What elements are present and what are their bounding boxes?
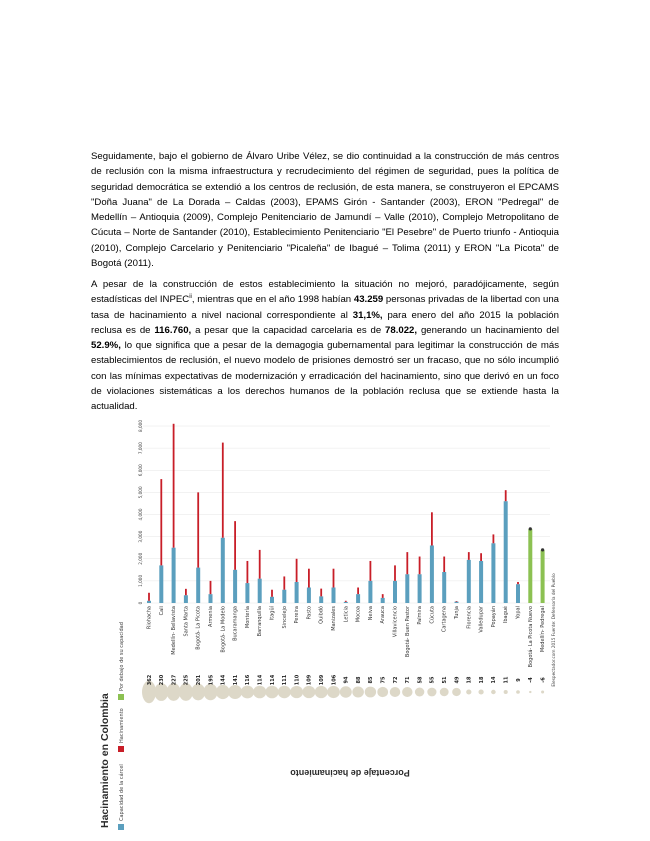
percentage-label: 75 xyxy=(380,676,387,684)
overcrowding-bar xyxy=(197,492,199,567)
percentage-bubble xyxy=(390,687,401,697)
p2-text-3: personas privadas de la libertad con una tasa de hacinamiento a nivel nacional correspondiente al xyxy=(91,294,559,321)
chart-container xyxy=(92,418,562,838)
percentage-bubble xyxy=(452,688,461,696)
category-label: Medellín- Bellavista xyxy=(171,606,178,655)
overcrowding-bar xyxy=(370,561,372,581)
category-label: Pasto xyxy=(306,606,313,620)
p2-text-2: , mientras que en el año 1998 habían xyxy=(191,294,354,306)
category-label: Bogotá- La Picota xyxy=(195,606,202,650)
overcrowding-bar xyxy=(480,553,482,561)
category-label: Neiva xyxy=(367,606,374,621)
category-label: Popayán xyxy=(490,606,497,628)
capacity-marker xyxy=(541,548,544,551)
percentage-label: 110 xyxy=(294,674,301,686)
capacity-bar xyxy=(184,595,188,603)
y-axis xyxy=(138,420,143,605)
percentage-label: 85 xyxy=(368,676,375,684)
percentage-label: 18 xyxy=(466,676,473,684)
category-label: Valledupar xyxy=(478,606,485,633)
percentage-label: 11 xyxy=(503,676,510,684)
percentage-label: 109 xyxy=(306,674,313,686)
percentage-bubble xyxy=(302,686,315,698)
legend-label-below: Por debajo de su capacidad xyxy=(119,622,125,691)
capacity-bar xyxy=(418,574,422,603)
percentage-bubble xyxy=(440,688,449,696)
percentage-bubble xyxy=(516,690,520,694)
percentage-bubble xyxy=(265,686,278,699)
legend-swatch-below xyxy=(118,694,124,700)
overcrowding-bar xyxy=(493,534,495,543)
capacity-bar xyxy=(270,597,274,603)
percentage-bubble xyxy=(377,687,388,697)
p2-text-6: generando un hacinamiento del xyxy=(417,324,559,336)
category-label: Bogotá- Buen Pastor xyxy=(404,606,411,658)
percentage-bubble xyxy=(278,686,291,698)
percentage-bubble xyxy=(402,687,412,697)
p2-text-7: lo que significa que a pesar de la demagogia gubernamental para legitimar la construcción de más establecimientos de reclusión, el nuevo modelo de prisiones demostró ser un fracaso, que no sólo incumplió con las mínimas expectativas de modernización y erradicación del hacinamiento, sino que derivó en un foco de violaciones sistemáticas a los derechos humanos de la población reclusa que se extiende hasta la actualidad. xyxy=(91,340,559,413)
percentage-label: 14 xyxy=(491,676,498,684)
percentage-bubble xyxy=(253,686,266,699)
capacity-bar xyxy=(368,581,372,603)
overcrowding-bar xyxy=(320,589,322,597)
percentage-labels xyxy=(147,674,547,685)
overcrowding-bar xyxy=(456,601,458,602)
p2-text-5: a pesar que la capacidad carcelaria es de xyxy=(191,324,386,336)
capacity-bar xyxy=(479,561,483,603)
category-label: Montería xyxy=(244,606,251,629)
capacity-bar xyxy=(221,538,225,603)
overcrowding-bar xyxy=(234,521,236,570)
overcrowding-bar xyxy=(185,589,187,595)
overcrowding-bar xyxy=(382,594,384,598)
capacity-marker xyxy=(529,527,532,530)
legend-swatch-overcrowding xyxy=(118,746,124,752)
capacity-bar xyxy=(332,588,336,603)
percentage-label: 106 xyxy=(331,674,338,686)
percentage-bubble xyxy=(352,686,364,697)
category-label: Sincelejo xyxy=(281,606,288,629)
percentage-label: 72 xyxy=(392,676,399,684)
capacity-bar xyxy=(381,598,385,603)
percentage-label: 109 xyxy=(319,674,325,686)
overcrowding-bar xyxy=(308,569,310,588)
category-labels xyxy=(147,605,547,667)
footnote-ref[interactable]: ii xyxy=(189,294,192,301)
paragraph-1-text: Seguidamente, bajo el gobierno de Álvaro Uribe Vélez, se dio continuidad a la construcción de más centros de reclusión con la misma infraestructura y recrudecimiento del régimen de seguridad, pues la política de seguridad democrática se extendió a los centros de reclusión, de esta manera, se construyeron el EPCAMS "Doña Juana" de La Dorada – Caldas (2003), EPAMS Girón - Santander (2003), ERON "Pedregal" de Medellín – Antioquia (2009), Complejo Penitenciario de Jamundí – Valle (2010), Complejo Metropolitano de Cúcuta – Norte de Santander (2010), Establecimiento Penitenciario "El Pesebre" de Puerto triunfo - Antioquia (2010), Complejo Carcelario y Penitenciario "Picaleña" de Ibagué – Tolima (2011) y ERON "La Picota" de Bogotá (2011). xyxy=(91,151,559,270)
category-label: Barranquilla xyxy=(257,606,264,637)
category-label: Bucaramanga xyxy=(232,606,239,641)
percentage-label: -6 xyxy=(540,677,547,683)
legend-label-overcrowding: Hacinamiento xyxy=(119,708,125,743)
percentage-label: 55 xyxy=(429,676,436,684)
overcrowding-bar xyxy=(271,590,273,597)
category-label: Ibagué xyxy=(503,606,510,624)
percentage-label: 227 xyxy=(171,674,178,686)
percentage-bubble xyxy=(241,686,254,699)
capacity-bar xyxy=(393,581,397,603)
capacity-bar xyxy=(233,570,237,603)
capacity-bar xyxy=(455,602,459,603)
chart-grid xyxy=(143,426,550,603)
percentage-label: 116 xyxy=(245,674,252,686)
percentage-label: 88 xyxy=(355,676,362,684)
percentage-label: 111 xyxy=(282,674,289,686)
paragraph-1 xyxy=(91,149,559,271)
capacity-bar xyxy=(467,560,471,603)
percentage-label: 71 xyxy=(405,676,412,684)
capacity-bar xyxy=(159,565,163,603)
p2-text-4: para enero del año 2015 la población reclusa es de xyxy=(91,309,559,336)
overcrowding-bar xyxy=(443,557,445,572)
p2-bold-5: 52.9%, xyxy=(91,340,121,352)
overcrowding-bar xyxy=(160,479,162,565)
y-tick-label: 6,000 xyxy=(138,464,143,477)
percentage-bubble xyxy=(491,690,496,694)
capacity-bar xyxy=(504,501,508,603)
category-label: Cali xyxy=(158,606,165,616)
chart-credits: Elespectador.com 2015 Fuente: Defensoría del Pueblo xyxy=(551,573,556,687)
category-label: Armenia xyxy=(208,606,214,627)
category-label: Riohacha xyxy=(146,606,153,630)
percentage-label: 195 xyxy=(208,674,215,686)
capacity-bar xyxy=(209,594,213,603)
percentage-bubble xyxy=(290,686,303,698)
percentage-label: 114 xyxy=(257,674,264,686)
capacity-bar xyxy=(172,548,176,603)
capacity-bar xyxy=(344,602,348,603)
overcrowding-bar xyxy=(505,490,507,501)
percentage-label: 51 xyxy=(442,676,448,684)
percentage-label: 362 xyxy=(146,674,153,686)
overcrowding-bar xyxy=(345,601,347,602)
percentage-label: 225 xyxy=(183,674,190,686)
y-tick-label: 2,000 xyxy=(138,552,143,565)
percentage-bubble xyxy=(541,691,544,694)
y-tick-label: 3,000 xyxy=(138,530,143,543)
y-tick-label: 5,000 xyxy=(138,486,143,499)
percentage-bubble xyxy=(415,688,424,697)
legend-label-capacity: Capacidad de la cárcel xyxy=(119,764,125,821)
overcrowding-bar xyxy=(357,588,359,595)
capacity-bar xyxy=(319,596,323,603)
overcrowding-bar xyxy=(296,559,298,582)
y-tick-label: 7,000 xyxy=(138,442,143,455)
capacity-bar xyxy=(307,588,311,603)
y-tick-label: 8,000 xyxy=(138,420,143,432)
p2-bold-3: 116.760, xyxy=(154,324,192,336)
percentage-bubble xyxy=(466,690,471,695)
overcrowding-bar xyxy=(394,565,396,580)
percentage-bubble xyxy=(340,686,352,697)
category-label: Bogotá- La Picota Nuevo xyxy=(527,606,534,668)
overcrowding-bar xyxy=(419,557,421,575)
percentage-bubble xyxy=(504,690,508,694)
percentage-bubble xyxy=(365,687,376,698)
category-label: Palmira xyxy=(417,606,424,625)
category-label: Medellín- Pedregal xyxy=(540,606,547,653)
category-label: Villavicencio xyxy=(392,606,399,638)
percentage-bubble xyxy=(315,686,328,698)
percentage-label: -4 xyxy=(528,677,535,683)
capacity-bar xyxy=(147,601,151,603)
category-label: Arauca xyxy=(380,606,387,624)
overcrowding-bar xyxy=(210,581,212,594)
overcrowding-bar xyxy=(247,561,249,583)
capacity-bar xyxy=(541,550,545,603)
capacity-bar xyxy=(356,594,360,603)
percentage-bubble xyxy=(478,690,483,695)
capacity-bar xyxy=(196,568,200,603)
category-label: Cartagena xyxy=(441,606,448,633)
y-tick-label: 0 xyxy=(138,601,143,605)
percentage-label: 18 xyxy=(478,676,485,684)
overcrowding-bar xyxy=(283,576,285,589)
overcrowding-chart xyxy=(92,418,562,838)
percentage-label: 144 xyxy=(220,674,227,686)
capacity-bar xyxy=(245,583,249,603)
overcrowding-bar xyxy=(222,443,224,538)
category-label: Quibdó xyxy=(318,606,325,624)
capacity-bar xyxy=(430,545,434,603)
overcrowding-bar xyxy=(468,552,470,560)
percentage-label: 9 xyxy=(515,678,522,682)
capacity-bar xyxy=(295,582,299,603)
p2-text-1: A pesar de la construcción de estos establecimiento la situación no mejoró, paradójicamente, según estadísticas del INPEC xyxy=(91,279,559,306)
category-label: Cúcuta xyxy=(429,606,436,624)
percentage-bubble xyxy=(327,686,340,698)
category-label: Manizales xyxy=(331,606,337,631)
percentage-label: 230 xyxy=(159,674,166,686)
category-label: Tunja xyxy=(454,606,460,620)
overcrowding-bar xyxy=(406,552,408,574)
overcrowding-bar xyxy=(517,582,519,584)
p2-bold-4: 78.022, xyxy=(385,324,418,336)
category-label: Bogotá- La Modelo xyxy=(220,606,227,653)
percentage-label: 58 xyxy=(417,676,424,684)
p2-bold-2: 31,1%, xyxy=(352,309,383,321)
category-label: Pereira xyxy=(294,606,301,624)
legend-swatch-capacity xyxy=(118,824,124,830)
capacity-bar xyxy=(442,572,446,603)
percentage-label: 201 xyxy=(196,674,202,686)
overcrowding-bar xyxy=(431,512,433,545)
percentage-label: 49 xyxy=(454,676,461,684)
category-label: Yopal xyxy=(515,606,522,620)
paragraph-2 xyxy=(91,277,559,415)
category-label: Santa Marta xyxy=(183,606,190,637)
percentage-bubble xyxy=(529,691,531,693)
category-label: Leticia xyxy=(343,606,350,623)
capacity-bar xyxy=(491,543,495,603)
percentage-bubble xyxy=(204,684,218,700)
overcrowding-bar xyxy=(148,593,150,601)
capacity-bar xyxy=(258,579,262,603)
percentage-bubble xyxy=(427,688,436,697)
percentage-label: 94 xyxy=(343,676,350,684)
p2-bold-1: 43.259 xyxy=(353,294,384,306)
percentage-label: 114 xyxy=(269,674,276,686)
legend xyxy=(118,622,125,830)
y-tick-label: 1,000 xyxy=(138,574,143,587)
capacity-bar xyxy=(528,529,532,603)
percentage-label: 141 xyxy=(232,674,239,686)
capacity-bar xyxy=(282,590,286,603)
category-label: Florencia xyxy=(466,606,473,629)
y-tick-label: 4,000 xyxy=(138,508,143,521)
percentage-bubble xyxy=(228,685,242,699)
capacity-bar xyxy=(405,574,409,603)
overcrowding-bar xyxy=(173,424,175,548)
percentage-bubble xyxy=(216,685,230,699)
chart-title: Hacinamiento en Colombia xyxy=(99,693,111,828)
x-axis-label: Porcentaje de hacinamiento xyxy=(290,768,410,778)
capacity-bar xyxy=(516,584,520,603)
category-label: Itagüí xyxy=(269,606,276,621)
overcrowding-bar xyxy=(333,569,335,588)
overcrowding-bar xyxy=(259,550,261,579)
category-label: Mocoa xyxy=(355,606,362,623)
chart-bars xyxy=(147,424,545,603)
